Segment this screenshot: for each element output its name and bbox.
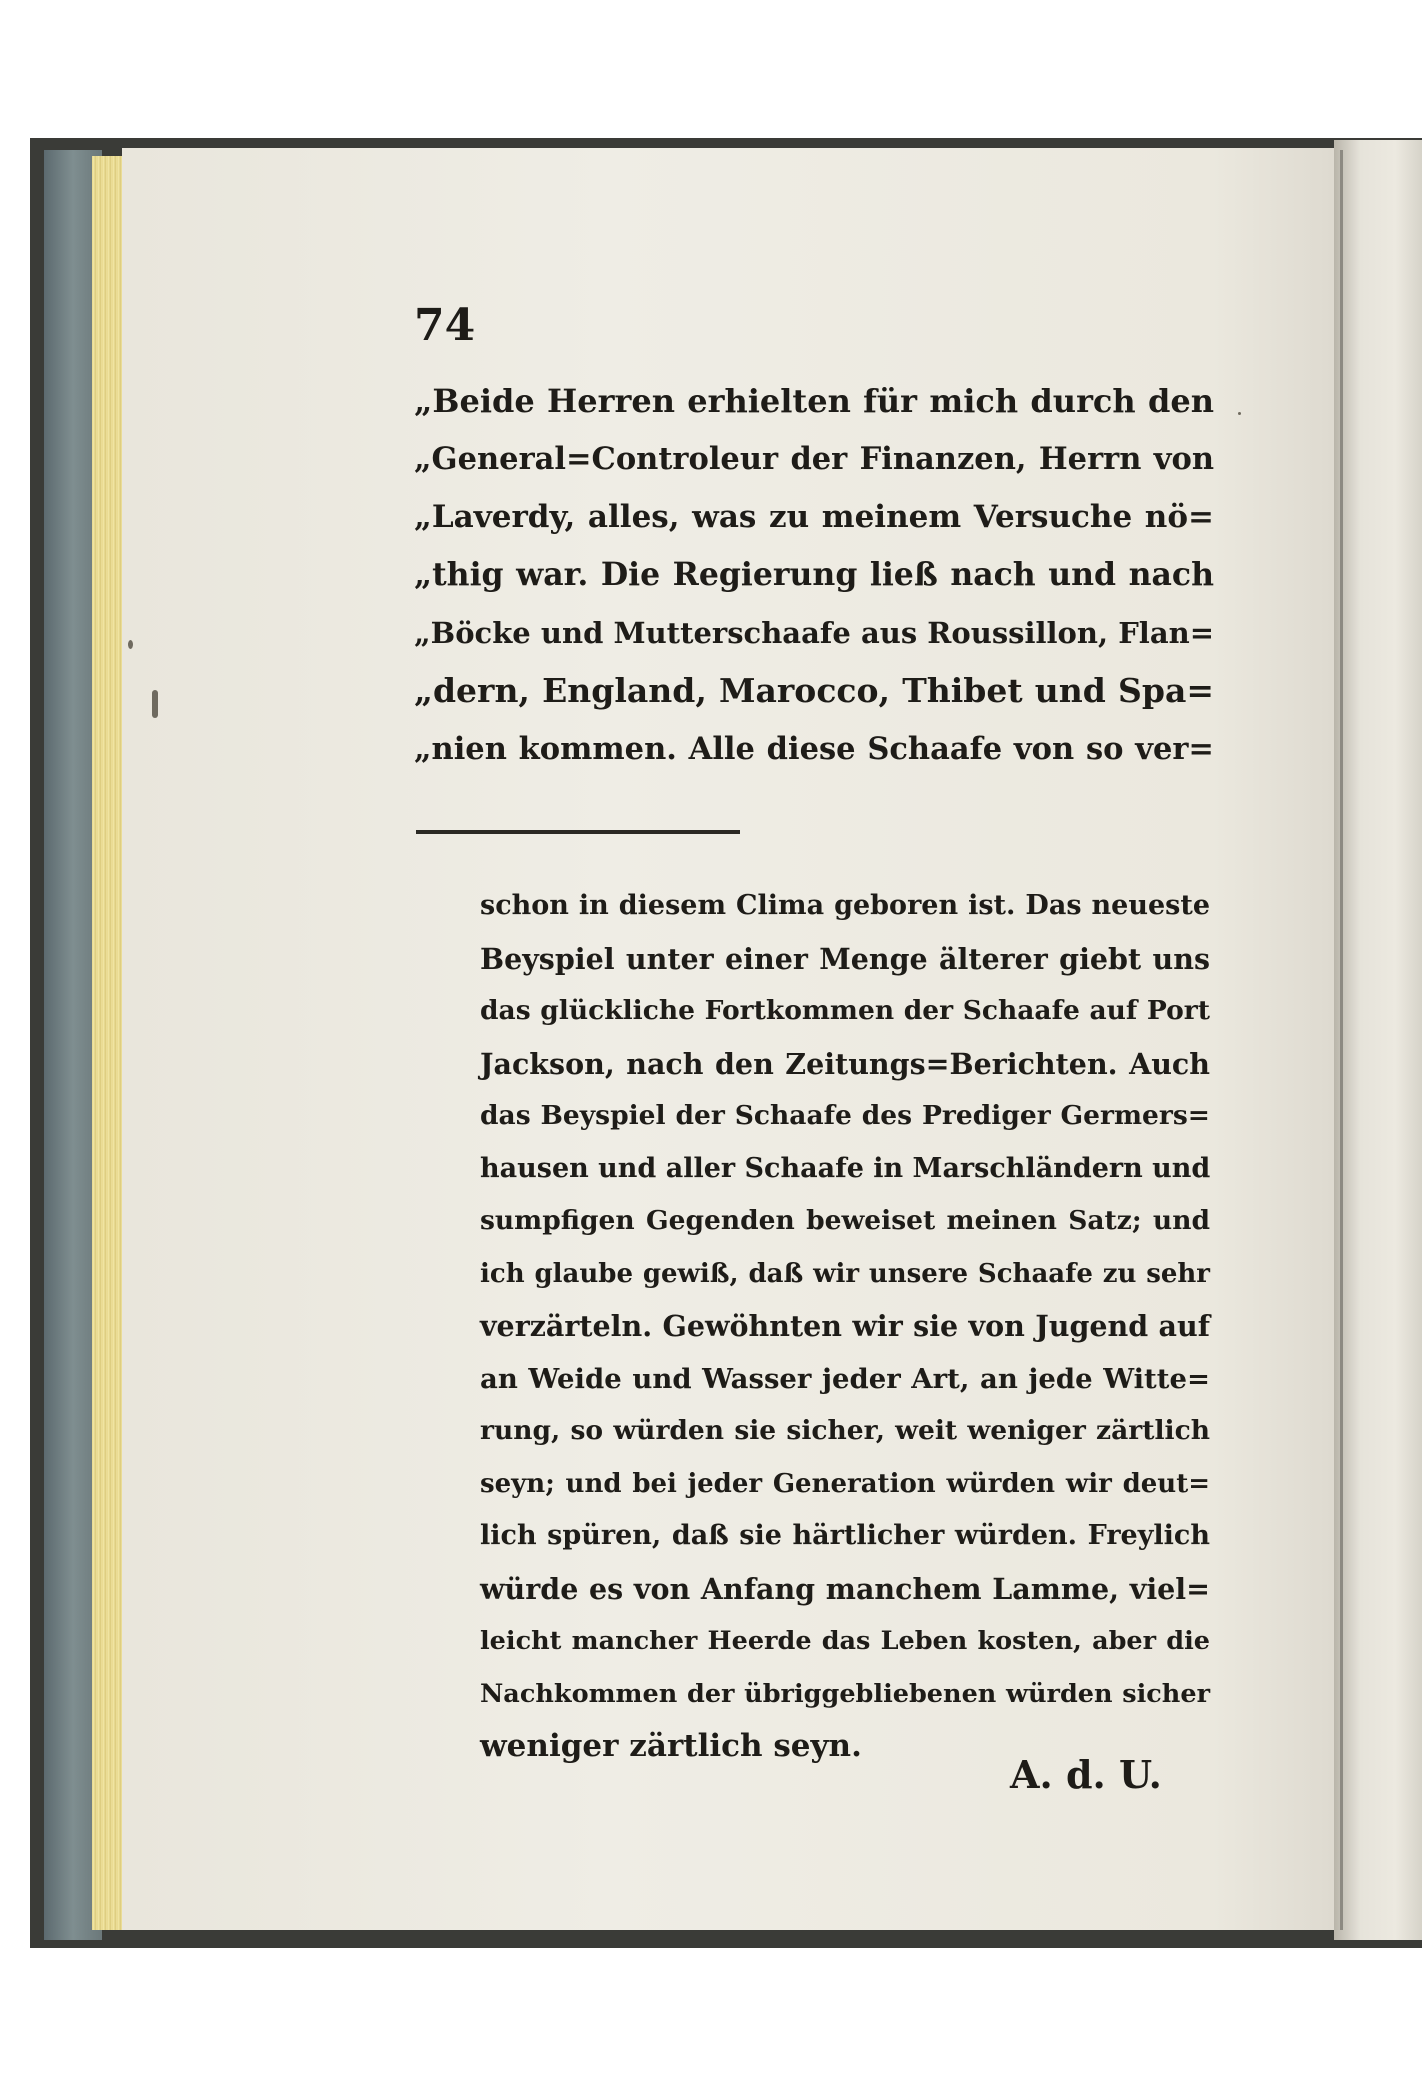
paper-speck [128,640,133,649]
page-fore-edge [92,156,126,1930]
footnote-line: lich spüren, daß sie härtlicher würden. Freylich [480,1520,1210,1551]
footnote-line: verzärteln. Gewöhnten wir sie von Jugend auf [480,1309,1210,1343]
footnote-line: an Weide und Wasser jeder Art, an jede Witte= [480,1362,1210,1395]
facing-page-gutter [1334,140,1422,1940]
footnote-line: leicht mancher Heerde das Leben kosten, aber die [480,1626,1210,1656]
main-body-text [414,372,1214,778]
gutter-line [1340,150,1343,1930]
footnote-line: ich glaube gewiß, daß wir unsere Schaafe zu sehr [480,1258,1210,1289]
body-line: „Beide Herren erhielten für mich durch den [414,382,1214,420]
footnote-line: das Beyspiel der Schaafe des Prediger Germers= [480,1100,1210,1131]
footnote-line: würde es von Anfang manchem Lamme, viel= [480,1571,1210,1606]
footnote-line: sumpfigen Gegenden beweiset meinen Satz; und [480,1205,1210,1236]
footnote-line: Beyspiel unter einer Menge älterer giebt uns [480,941,1210,976]
footnote-line: hausen und aller Schaafe in Marschländern und [480,1152,1211,1184]
footnote-line: seyn; und bei jeder Generation würden wir deut= [480,1468,1210,1499]
body-line: „thig war. Die Regierung ließ nach und nach [414,556,1214,593]
body-line: „Laverdy, alles, was zu meinem Versuche nö= [414,499,1214,535]
footnote-line: schon in diesem Clima geboren ist. Das neueste [480,890,1210,921]
body-line: „General=Controleur der Finanzen, Herrn von [414,441,1214,477]
page-number: 74 [414,300,476,351]
footnote-separator [416,830,740,834]
footnote-line: Nachkommen der übriggebliebenen würden sicher [480,1678,1210,1709]
footnote-line: das glückliche Fortkommen der Schaafe auf Port [480,995,1210,1026]
footnote-text [480,880,1210,1773]
body-line: „dern, England, Marocco, Thibet und Spa= [414,671,1214,710]
body-line: „nien kommen. Alle diese Schaafe von so ver= [414,731,1214,767]
footnote-line: Jackson, nach den Zeitungs=Berichten. Auch [480,1046,1210,1081]
body-line: „Böcke und Mutterschaafe aus Roussillon, Flan= [414,616,1214,650]
paper-speck [152,690,158,718]
footnote-line: rung, so würden sie sicher, weit weniger zärtlich [480,1415,1210,1446]
footnote-line: weniger zärtlich seyn. [480,1728,862,1764]
paper-speck [1238,412,1241,415]
footnote-signature: A. d. U. [1010,1752,1162,1797]
